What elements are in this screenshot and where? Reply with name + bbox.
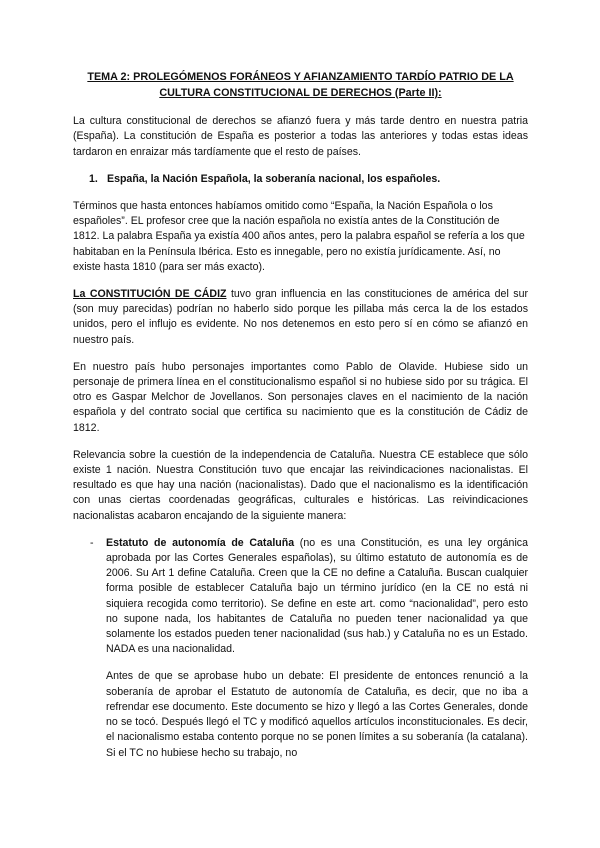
list-dash: -	[90, 536, 94, 549]
paragraph-nation: Términos que hasta entonces habíamos omitido como “España, la Nación Española o los españoles”. EL profesor cree que la nación española no existía antes de la Constitución de 1812. La palabra España ya existía 400 años antes, pero la palabra español se refería a los que habitaban en la Península Ibérica. Esto es innegable, pero no existía jurídicamente. Así, no existe hasta 1810 (para ser más exacto).	[73, 200, 525, 273]
paragraph-cadiz-text: tuvo gran influencia en las constituciones de américa del sur (son muy parecidas) podrían no haberlo sido porque les pillaba más cerca la de los estados unidos, pero el influjo es evidente. No nos detenemos en esto pero sí en cómo se afianzó en nuestro país.	[73, 288, 528, 346]
paragraph-personajes: En nuestro país hubo personajes importantes como Pablo de Olavide. Hubiese sido un personaje de primera línea en el constitucionalismo español si no hubiese sido por su trágica. El otro es Gaspar Melchor de Jovellanos. Son personajes claves en el nacimiento de la nación española y del contrato social que certifica su nacimiento que es la constitución de Cádiz de 1812.	[73, 360, 528, 434]
estatuto-lead: Estatuto de autonomía de Cataluña	[106, 536, 295, 549]
cadiz-constitution-lead: La CONSTITUCIÓN DE CÁDIZ	[73, 288, 227, 301]
document-page	[73, 70, 528, 773]
document-title: TEMA 2: PROLEGÓMENOS FORÁNEOS Y AFIANZAMIENTO TARDÍO PATRIO DE LA CULTURA CONSTITUCIONAL DE DERECHOS (Parte II):	[87, 71, 514, 99]
paragraph-cataluna: Relevancia sobre la cuestión de la independencia de Cataluña. Nuestra CE establece que sólo existe 1 nación. Nuestra Constitución tuvo que encajar las reivindicaciones nacionalistas. El resultado es que hay una nación (nacionalistas). Dado que el nacionalismo es la identificación con unas ciertas coordenadas geográficas, culturales e históricas. Las reivindicaciones nacionalistas acabaron encajando de la siguiente manera:	[73, 448, 528, 522]
estatuto-text: (no es una Constitución, es una ley orgánica aprobada por las Cortes Generales españolas), su último estatuto de autonomía es de 2006. Su Art 1 define Cataluña. Creen que la CE no define a Cataluña. Buscan cualquier forma posible de establecer Cataluña bajo un término jurídico (en la CE no está ni siquiera recogida como territorio). Se define en este art. como “nacionalidad”, pero esto no supone nada, los habitantes de Cataluña no pueden tener nacionalidad ya que solamente los estados pueden tener nacionalidad (sus hab.) y Cataluña no es un Estado. NADA es una nacionalidad.	[106, 536, 528, 656]
paragraph-debate: Antes de que se aprobase hubo un debate: El presidente de entonces renunció a la soberanía de aprobar el Estatuto de autonomía de Cataluña, es decir, que no iba a refrendar ese documento. Este documento se hizo y llegó a las Cortes Generales, donde no se tocó. Después llegó el TC y modificó aquellos artículos inconstitucionales. Es decir, el nacionalismo estaba contento porque no se ponen límites a su soberanía (la catalana). Si el TC no hubiese hecho su trabajo, no	[106, 670, 528, 759]
section-heading-text: España, la Nación Española, la soberanía nacional, los españoles.	[107, 172, 441, 185]
section-heading	[73, 172, 528, 187]
section-number: 1.	[89, 172, 98, 185]
list-item-content	[106, 536, 528, 658]
intro-paragraph: La cultura constitucional de derechos se afianzó fuera y más tarde dentro en nuestra patria (España). La constitución de España es posterior a todas las anteriores y todas estas ideas tardaron en enraizar más tardíamente que el resto de países.	[73, 115, 528, 158]
list-item-estatuto	[73, 536, 528, 658]
paragraph-cadiz	[73, 287, 528, 348]
